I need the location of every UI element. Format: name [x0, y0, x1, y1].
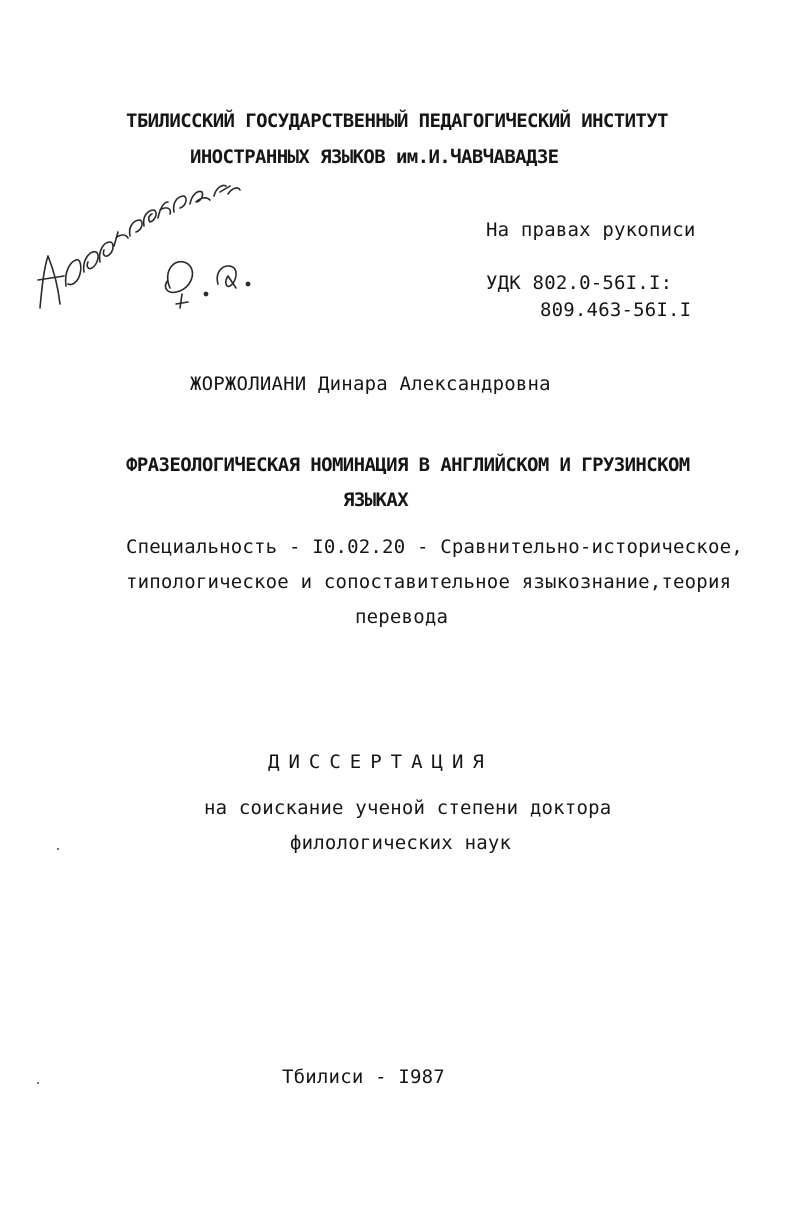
- udk-code-line-1: УДК 802.0-56I.I:: [486, 272, 673, 294]
- specialty-line-2: типологическое и сопоставительное языкознание,теория: [126, 571, 732, 593]
- degree-line-1: на соискание ученой степени доктора: [204, 797, 612, 819]
- dissertation-heading: ДИССЕРТАЦИЯ: [268, 751, 493, 773]
- place-and-year: Тбилиси - I987: [282, 1066, 445, 1088]
- manuscript-rights-note: На правах рукописи: [486, 219, 696, 241]
- dissertation-title-line-2: ЯЗЫКАХ: [343, 489, 409, 511]
- specialty-line-3: перевода: [355, 606, 449, 628]
- institute-name-line-1: ТБИЛИССКИЙ ГОСУДАРСТВЕННЫЙ ПЕДАГОГИЧЕСКИЙ ИНСТИТУТ: [126, 110, 668, 132]
- udk-code-line-2: 809.463-56I.I: [540, 299, 692, 321]
- specialty-line-1: Специальность - I0.02.20 - Сравнительно-историческое,: [126, 536, 743, 558]
- degree-line-2: филологических наук: [290, 832, 512, 854]
- dissertation-title-line-1: ФРАЗЕОЛОГИЧЕСКАЯ НОМИНАЦИЯ В АНГЛИЙСКОМ И ГРУЗИНСКОМ: [126, 454, 690, 476]
- handwritten-signature: [30, 176, 270, 326]
- author-name: ЖОРЖОЛИАНИ Динара Александровна: [190, 373, 551, 395]
- scan-speck: [57, 848, 59, 850]
- institute-name-line-2: ИНОСТРАННЫХ ЯЗЫКОВ им.И.ЧАВЧАВАДЗЕ: [190, 146, 559, 168]
- scan-speck: [37, 1082, 39, 1084]
